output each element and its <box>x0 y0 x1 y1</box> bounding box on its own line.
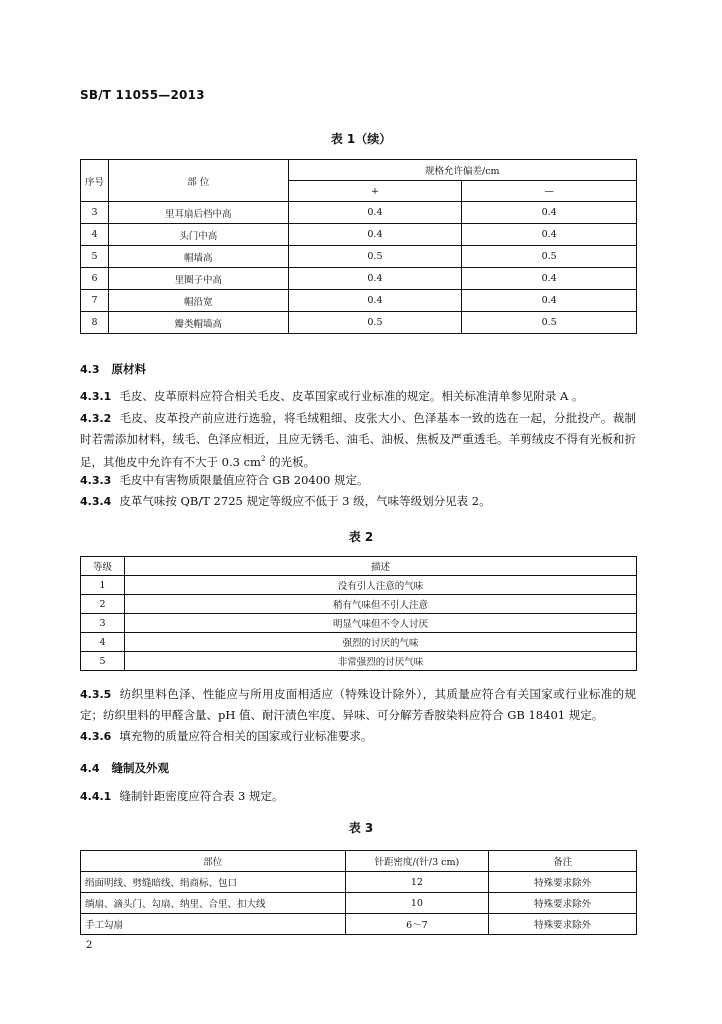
clause-number: 4.3.3 <box>80 474 112 487</box>
table2 <box>80 556 637 671</box>
table-row <box>81 595 637 614</box>
table-row <box>81 576 637 595</box>
table-row <box>81 614 637 633</box>
table1-header-plus: + <box>288 181 462 202</box>
section-title: 原材料 <box>111 362 146 376</box>
table2-header-desc: 描述 <box>124 557 636 576</box>
clause-4-4-1 <box>80 786 636 807</box>
clause-4-3-5 <box>80 684 636 725</box>
table3-header-density: 针距密度/(针/3 cm) <box>345 851 489 872</box>
table3-cell-density: 6～7 <box>345 914 489 935</box>
table-row <box>81 872 637 893</box>
section-number: 4.4 <box>80 762 100 775</box>
section-number: 4.3 <box>80 363 100 376</box>
table1-cell-plus: 0.4 <box>288 290 462 312</box>
clause-text: 皮革气味按 QB/T 2725 规定等级应不低于 3 级，气味等级划分见表 2。 <box>119 494 491 508</box>
clause-text-end: 的光板。 <box>265 454 316 469</box>
table3-cell-part: 绢面明线、劈缝暗线、绢商标、包口 <box>81 872 346 893</box>
table1-cell-no: 6 <box>81 268 109 290</box>
table2-cell-level: 2 <box>81 595 125 614</box>
table-row <box>81 224 637 246</box>
clause-text: 纺织里料色泽、性能应与所用皮面相适应（特殊设计除外），其质量应符合有关国家或行业标准的规定；纺织里料的甲醛含量、pH 值、耐汗渍色牢度、异味、可分解芳香胺染料应符合 GB 18401 规定。 <box>80 687 636 722</box>
table3-cell-note: 特殊要求除外 <box>489 893 637 914</box>
table3-cell-part: 手工勾扇 <box>81 914 346 935</box>
table1-cell-part: 里圈子中高 <box>108 268 288 290</box>
table2-cell-desc: 非常强烈的讨厌气味 <box>124 652 636 671</box>
standard-code-header: SB/T 11055—2013 <box>80 88 205 102</box>
superscript: 2 <box>260 455 266 463</box>
table1-cell-part: 里耳扇后档中高 <box>108 202 288 224</box>
clause-4-3-1 <box>80 386 636 407</box>
table2-caption: 表 2 <box>348 530 374 544</box>
table1-header-part: 部 位 <box>108 160 288 202</box>
table-row <box>81 633 637 652</box>
clause-text: 填充物的质量应符合相关的国家或行业标准要求。 <box>119 729 373 743</box>
clause-4-3-6 <box>80 726 636 747</box>
table3-cell-note: 特殊要求除外 <box>489 872 637 893</box>
table-row <box>81 652 637 671</box>
clause-text: 缝制针距密度应符合表 3 规定。 <box>119 789 284 803</box>
table3-cell-density: 12 <box>345 872 489 893</box>
clause-text: 毛皮、皮革投产前应进行选验，将毛绒粗细、皮张大小、色泽基本一致的选在一起，分批投产。裁制时若需添加材料，绒毛、色泽应相近，且应无锈毛、油毛、油板、焦板及严重透毛。羊剪绒皮不得有光板和折足，其他皮中允许有不大于 0.3 cm <box>80 411 636 469</box>
clause-text: 毛皮、皮革原料应符合相关毛皮、皮革国家或行业标准的规定。相关标准清单参见附录 A 。 <box>119 389 584 403</box>
table1-cell-minus: 0.5 <box>462 246 637 268</box>
table2-cell-desc: 强烈的讨厌的气味 <box>124 633 636 652</box>
table2-cell-desc: 稍有气味但不引人注意 <box>124 595 636 614</box>
table3-cell-part: 绱扇、滴头门、勾扇、纳里、合里、扣大线 <box>81 893 346 914</box>
table2-cell-desc: 明显气味但不令人讨厌 <box>124 614 636 633</box>
table3-cell-note: 特殊要求除外 <box>489 914 637 935</box>
table1-cell-no: 8 <box>81 312 109 334</box>
table1-cell-no: 3 <box>81 202 109 224</box>
clause-text: 毛皮中有害物质限量值应符合 GB 20400 规定。 <box>119 473 369 487</box>
table1-cell-plus: 0.5 <box>288 312 462 334</box>
table1-cell-no: 7 <box>81 290 109 312</box>
table3-header-note: 备注 <box>489 851 637 872</box>
table1-header-minus: — <box>462 181 637 202</box>
clause-4-3-4 <box>80 491 636 512</box>
table1-cell-minus: 0.4 <box>462 290 637 312</box>
table1-cell-plus: 0.4 <box>288 268 462 290</box>
table1-cell-no: 5 <box>81 246 109 268</box>
table1-cell-no: 4 <box>81 224 109 246</box>
table1-cell-plus: 0.5 <box>288 246 462 268</box>
table1-cell-part: 头门中高 <box>108 224 288 246</box>
table-row <box>81 202 637 224</box>
table1-cell-part: 瓣类帽墙高 <box>108 312 288 334</box>
table1-cell-plus: 0.4 <box>288 202 462 224</box>
section-4-3-heading <box>80 359 640 380</box>
table-row <box>81 312 637 334</box>
clause-4-3-2 <box>80 408 636 472</box>
table1-cell-minus: 0.5 <box>462 312 637 334</box>
clause-number: 4.3.1 <box>80 390 112 403</box>
table2-cell-level: 4 <box>81 633 125 652</box>
table3-header-part: 部位 <box>81 851 346 872</box>
section-4-4-heading <box>80 758 640 779</box>
clause-number: 4.3.6 <box>80 730 112 743</box>
table1-cell-plus: 0.4 <box>288 224 462 246</box>
table1-cell-minus: 0.4 <box>462 268 637 290</box>
table1-cell-minus: 0.4 <box>462 202 637 224</box>
table3 <box>80 850 637 935</box>
table3-caption: 表 3 <box>348 821 374 835</box>
table2-cell-desc: 没有引人注意的气味 <box>124 576 636 595</box>
clause-4-3-3 <box>80 470 636 491</box>
table2-header-level: 等级 <box>81 557 125 576</box>
table3-cell-density: 10 <box>345 893 489 914</box>
clause-number: 4.3.4 <box>80 495 112 508</box>
table-row <box>81 893 637 914</box>
table1-cell-part: 帽墙高 <box>108 246 288 268</box>
table1-cell-part: 帽沿宽 <box>108 290 288 312</box>
table2-cell-level: 1 <box>81 576 125 595</box>
table-row <box>81 914 637 935</box>
table2-cell-level: 3 <box>81 614 125 633</box>
table1 <box>80 159 637 334</box>
table-row <box>81 290 637 312</box>
table1-cell-minus: 0.4 <box>462 224 637 246</box>
table-row <box>81 268 637 290</box>
section-title: 缝制及外观 <box>111 761 169 775</box>
clause-number: 4.4.1 <box>80 790 112 803</box>
clause-number: 4.3.5 <box>80 688 112 701</box>
table1-header-group: 规格允许偏差/cm <box>288 160 636 181</box>
table2-cell-level: 5 <box>81 652 125 671</box>
table1-header-no: 序号 <box>81 160 109 202</box>
clause-number: 4.3.2 <box>80 412 112 425</box>
table-row <box>81 246 637 268</box>
table1-caption: 表 1（续） <box>330 132 392 146</box>
page-number: 2 <box>86 940 93 951</box>
